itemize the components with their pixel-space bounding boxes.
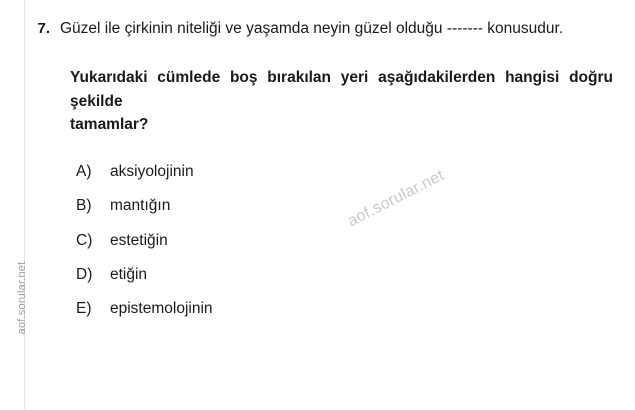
option-letter: D) [76, 265, 93, 283]
question-block [24, 0, 635, 411]
option-label: epistemolojinin [110, 299, 213, 317]
option-letter: C) [76, 231, 93, 249]
option-label: mantığın [110, 197, 171, 215]
prompt-line-1: Yukarıdaki cümlede boş bırakılan yeri [70, 69, 369, 87]
question-number: 7. [37, 20, 50, 37]
option-label: aksiyolojinin [110, 163, 194, 181]
vertical-watermark: aof.sorular.net [16, 261, 28, 335]
diagonal-watermark: aof.sorular.net [345, 166, 448, 231]
option-letter: A) [76, 163, 92, 181]
prompt-line-3: tamamlar? [70, 115, 149, 133]
prompt-line-2: aşağıdakilerden hangisi doğru şekilde [70, 69, 613, 110]
option-label: etiğin [110, 265, 148, 283]
question-header [32, 18, 613, 40]
option-c[interactable] [76, 231, 613, 251]
option-a[interactable] [76, 162, 613, 182]
answer-options [76, 162, 613, 319]
option-letter: B) [76, 197, 92, 215]
question-text: Güzel ile çirkinin niteliği ve yaşamda neyin güzel olduğu ------- konusudur. [60, 20, 564, 37]
left-watermark-strip [0, 0, 28, 411]
option-letter: E) [76, 299, 92, 317]
option-b[interactable] [76, 196, 613, 216]
question-prompt [70, 66, 613, 136]
option-label: estetiğin [110, 231, 168, 249]
option-e[interactable] [76, 299, 613, 319]
option-d[interactable] [76, 265, 613, 285]
